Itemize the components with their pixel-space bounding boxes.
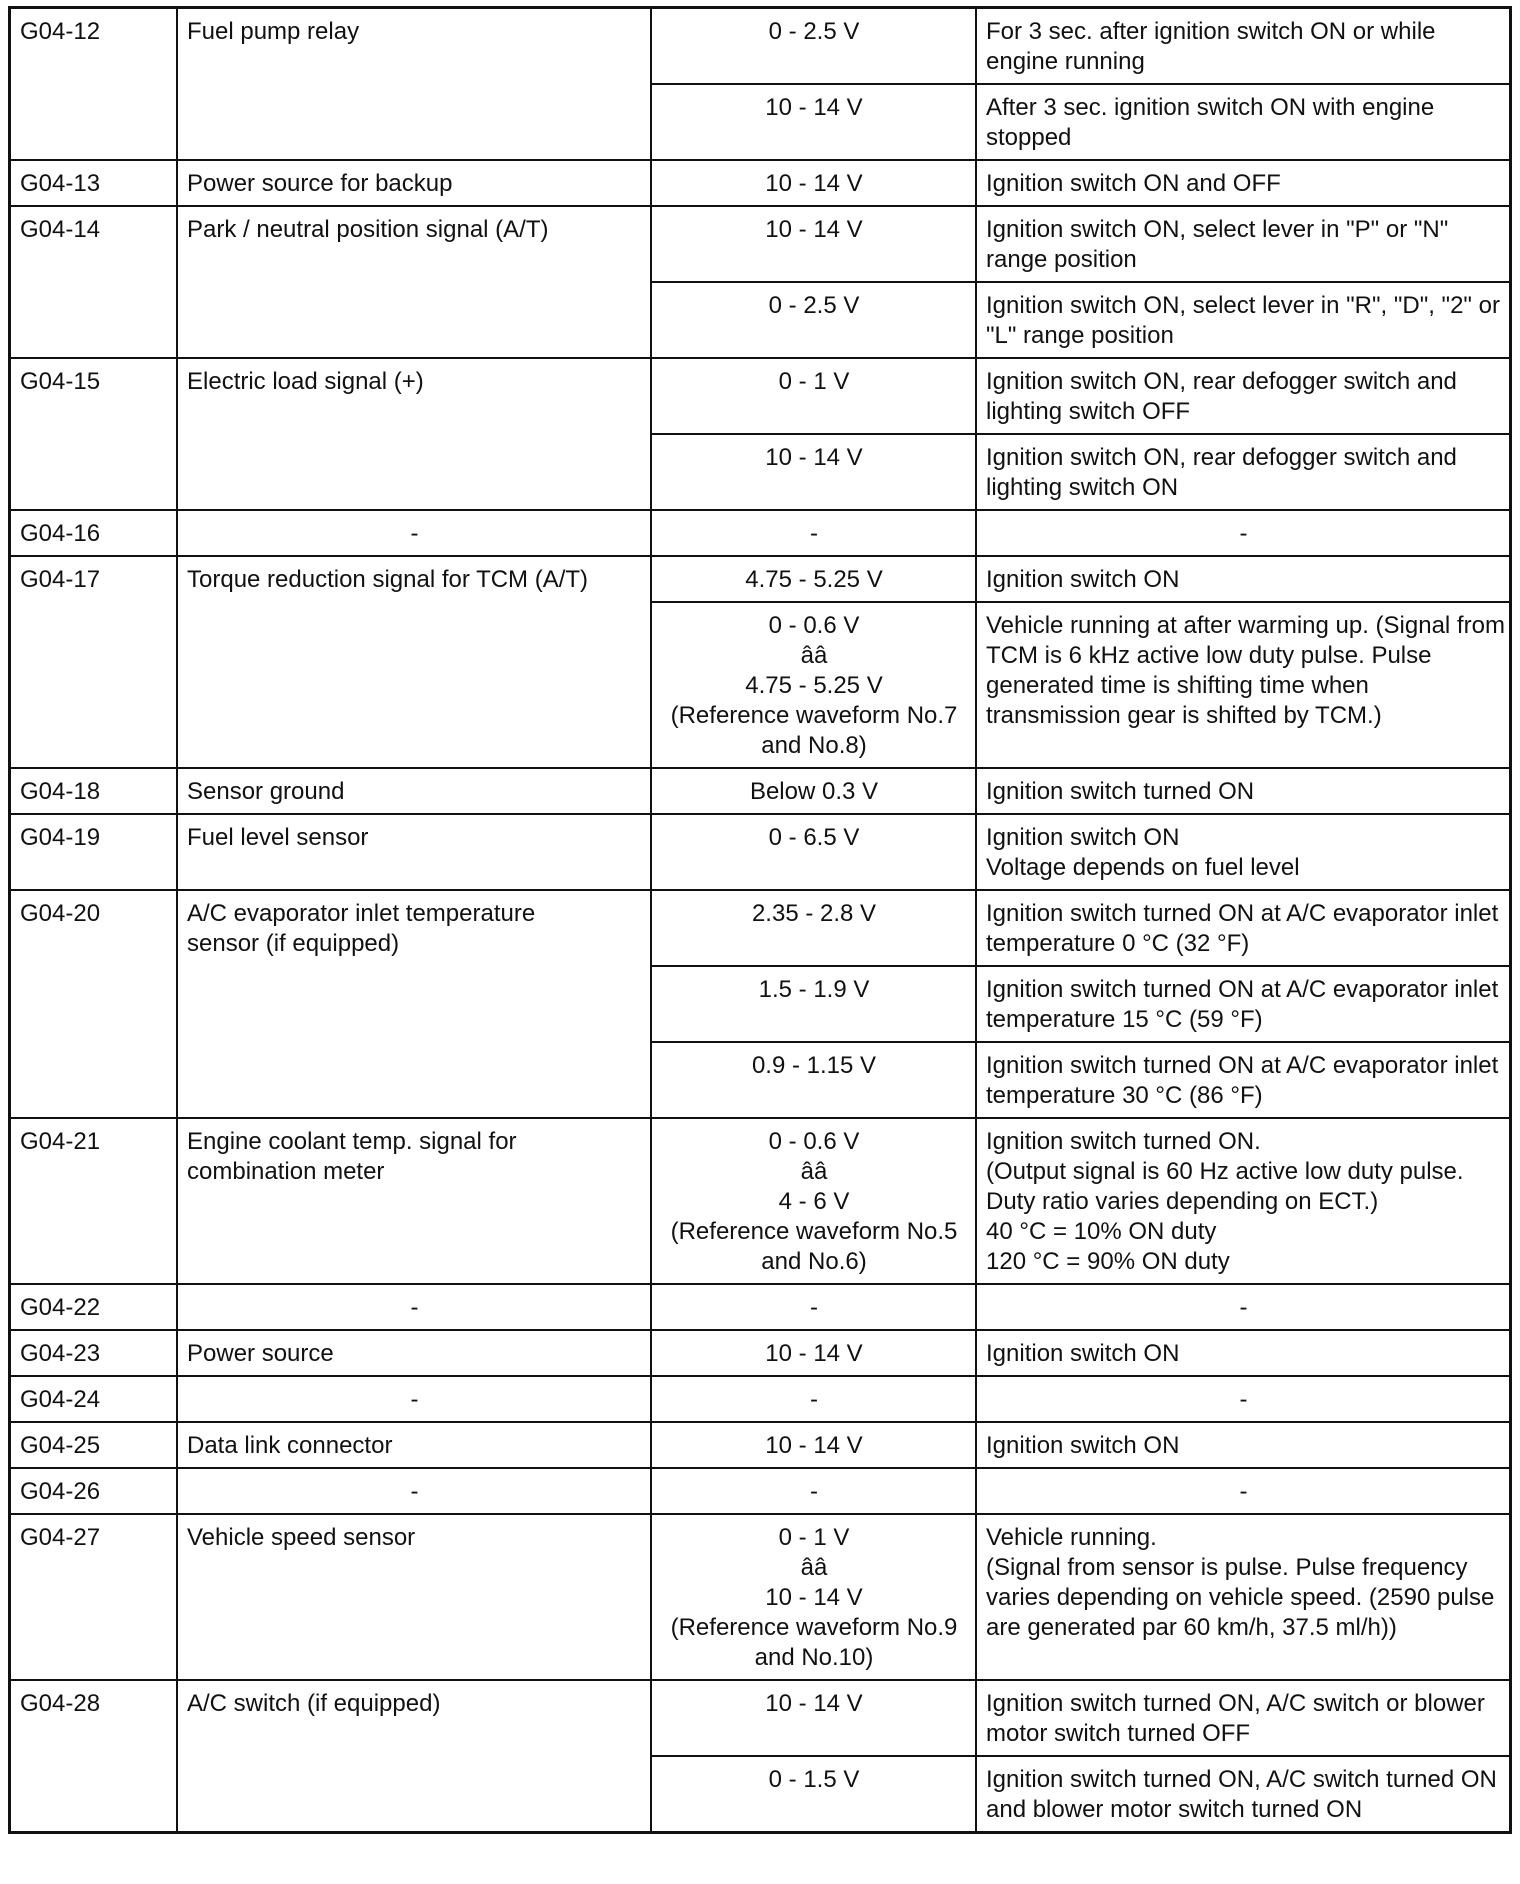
circuit-cell: - — [177, 1284, 651, 1330]
voltage-line: 0 - 1.5 V — [768, 1766, 860, 1793]
voltage-cell — [651, 1330, 976, 1376]
condition-cell — [976, 602, 1511, 768]
condition-line: After 3 sec. ignition switch ON with engine — [986, 94, 1435, 121]
voltage-line: and No.6) — [761, 1248, 867, 1275]
table-row — [10, 1376, 1511, 1422]
terminal-cell: G04-23 — [10, 1330, 178, 1376]
voltage-line: 4.75 - 5.25 V — [745, 566, 883, 593]
voltage-line: 0 - 1 V — [778, 368, 850, 395]
voltage-line: 4.75 - 5.25 V — [745, 672, 883, 699]
condition-cell — [976, 434, 1511, 510]
voltage-line: (Reference waveform No.7 — [670, 702, 958, 729]
condition-cell — [976, 8, 1511, 85]
condition-line: Ignition switch turned ON at A/C evaporator inlet — [986, 976, 1499, 1003]
voltage-line: (Reference waveform No.9 — [670, 1614, 958, 1641]
table-row — [10, 768, 1511, 814]
voltage-line: 10 - 14 V — [765, 1690, 863, 1717]
condition-line: lighting switch ON — [986, 474, 1179, 501]
condition-line: Ignition switch ON — [986, 1432, 1180, 1459]
condition-cell — [976, 206, 1511, 282]
condition-cell — [976, 1680, 1511, 1756]
voltage-cell — [651, 510, 976, 556]
condition-line: Ignition switch turned ON, A/C switch or blower — [986, 1690, 1485, 1717]
voltage-line: - — [810, 1478, 818, 1505]
voltage-line: - — [810, 1386, 818, 1413]
condition-cell — [976, 160, 1511, 206]
circuit-cell: - — [177, 510, 651, 556]
voltage-cell — [651, 1422, 976, 1468]
condition-line: Voltage depends on fuel level — [986, 854, 1300, 881]
circuit-cell: Electric load signal (+) — [177, 358, 651, 510]
condition-line: "L" range position — [986, 322, 1174, 349]
condition-cell — [976, 768, 1511, 814]
voltage-cell — [651, 966, 976, 1042]
condition-line: generated time is shifting time when — [986, 672, 1369, 699]
condition-line: varies depending on vehicle speed. (2590 pulse — [986, 1584, 1495, 1611]
condition-cell — [976, 1422, 1511, 1468]
condition-cell — [976, 1468, 1511, 1514]
terminal-cell: G04-13 — [10, 160, 178, 206]
voltage-cell — [651, 206, 976, 282]
voltage-cell — [651, 1514, 976, 1680]
condition-line: Vehicle running at after warming up. (Signal from — [986, 612, 1505, 639]
condition-line: Ignition switch ON, rear defogger switch and — [986, 444, 1457, 471]
voltage-line: and No.10) — [754, 1644, 874, 1671]
condition-cell — [976, 510, 1511, 556]
table-row — [10, 556, 1511, 602]
voltage-cell — [651, 1284, 976, 1330]
table-row — [10, 1468, 1511, 1514]
circuit-cell: A/C switch (if equipped) — [177, 1680, 651, 1833]
condition-cell — [976, 282, 1511, 358]
voltage-cell — [651, 1680, 976, 1756]
condition-cell — [976, 1514, 1511, 1680]
condition-line: - — [1239, 1294, 1248, 1321]
condition-line: engine running — [986, 48, 1145, 75]
condition-line: - — [1239, 520, 1248, 547]
voltage-cell — [651, 8, 976, 85]
terminal-cell: G04-21 — [10, 1118, 178, 1284]
condition-line: Ignition switch ON and OFF — [986, 170, 1281, 197]
voltage-line: 10 - 14 V — [765, 216, 863, 243]
condition-line: 120 °C = 90% ON duty — [986, 1248, 1230, 1275]
table-row — [10, 1284, 1511, 1330]
condition-line: lighting switch OFF — [986, 398, 1191, 425]
condition-line: Ignition switch turned ON at A/C evaporator inlet — [986, 1052, 1499, 1079]
voltage-line: 10 - 14 V — [765, 1584, 863, 1611]
condition-line: Ignition switch ON, rear defogger switch and — [986, 368, 1457, 395]
voltage-cell — [651, 814, 976, 890]
voltage-line: 0 - 0.6 V — [768, 612, 860, 639]
condition-cell — [976, 1118, 1511, 1284]
condition-line: Ignition switch ON — [986, 824, 1180, 851]
condition-line: For 3 sec. after ignition switch ON or while — [986, 18, 1436, 45]
voltage-line: ââ — [800, 642, 828, 669]
table-row — [10, 358, 1511, 434]
voltage-line: Below 0.3 V — [749, 778, 879, 805]
condition-line: Ignition switch turned ON — [986, 778, 1255, 805]
table-row — [10, 160, 1511, 206]
voltage-cell — [651, 160, 976, 206]
condition-line: Ignition switch ON, select lever in "P" or "N" — [986, 216, 1449, 243]
table-body — [10, 8, 1511, 1833]
condition-line: (Output signal is 60 Hz active low duty pulse. — [986, 1158, 1464, 1185]
voltage-line: - — [810, 520, 818, 547]
voltage-cell — [651, 434, 976, 510]
condition-cell — [976, 1042, 1511, 1118]
condition-line: - — [1239, 1478, 1248, 1505]
condition-cell — [976, 1330, 1511, 1376]
circuit-cell: Park / neutral position signal (A/T) — [177, 206, 651, 358]
voltage-line: (Reference waveform No.5 — [670, 1218, 958, 1245]
voltage-line: and No.8) — [761, 732, 867, 759]
voltage-line: 0 - 1 V — [778, 1524, 850, 1551]
table-row — [10, 1118, 1511, 1284]
voltage-line: 4 - 6 V — [778, 1188, 850, 1215]
table-row — [10, 1422, 1511, 1468]
condition-line: - — [1239, 1386, 1248, 1413]
voltage-cell — [651, 84, 976, 160]
table-row — [10, 1514, 1511, 1680]
voltage-cell — [651, 1376, 976, 1422]
condition-cell — [976, 84, 1511, 160]
circuit-cell: - — [177, 1468, 651, 1514]
voltage-line: ââ — [800, 1158, 828, 1185]
table-row — [10, 8, 1511, 85]
circuit-cell: Vehicle speed sensor — [177, 1514, 651, 1680]
terminal-cell: G04-28 — [10, 1680, 178, 1833]
terminal-voltage-table — [8, 6, 1512, 1834]
condition-line: and blower motor switch turned ON — [986, 1796, 1363, 1823]
terminal-cell: G04-27 — [10, 1514, 178, 1680]
circuit-cell: Torque reduction signal for TCM (A/T) — [177, 556, 651, 768]
condition-cell — [976, 1284, 1511, 1330]
voltage-line: 10 - 14 V — [765, 1432, 863, 1459]
voltage-line: 0 - 0.6 V — [768, 1128, 860, 1155]
table-row — [10, 1330, 1511, 1376]
condition-line: temperature 30 °C (86 °F) — [986, 1082, 1263, 1109]
terminal-cell: G04-20 — [10, 890, 178, 1118]
condition-line: (Signal from sensor is pulse. Pulse frequency — [986, 1554, 1468, 1581]
voltage-line: 10 - 14 V — [765, 170, 863, 197]
table-row — [10, 1680, 1511, 1756]
terminal-cell: G04-15 — [10, 358, 178, 510]
condition-line: are generated par 60 km/h, 37.5 ml/h)) — [986, 1614, 1397, 1641]
condition-cell — [976, 814, 1511, 890]
condition-line: TCM is 6 kHz active low duty pulse. Pulse — [986, 642, 1432, 669]
circuit-cell: Fuel pump relay — [177, 8, 651, 161]
voltage-line: 0 - 6.5 V — [768, 824, 860, 851]
terminal-cell: G04-22 — [10, 1284, 178, 1330]
terminal-cell: G04-14 — [10, 206, 178, 358]
voltage-line: 0 - 2.5 V — [768, 18, 860, 45]
condition-line: Duty ratio varies depending on ECT.) — [986, 1188, 1379, 1215]
table-row — [10, 510, 1511, 556]
voltage-cell — [651, 556, 976, 602]
voltage-cell — [651, 1042, 976, 1118]
condition-cell — [976, 358, 1511, 434]
circuit-cell: A/C evaporator inlet temperature sensor (if equipped) — [177, 890, 651, 1118]
voltage-cell — [651, 1468, 976, 1514]
terminal-cell: G04-12 — [10, 8, 178, 161]
terminal-cell: G04-17 — [10, 556, 178, 768]
voltage-line: - — [810, 1294, 818, 1321]
voltage-cell — [651, 602, 976, 768]
table-row — [10, 814, 1511, 890]
circuit-cell: Fuel level sensor — [177, 814, 651, 890]
condition-line: transmission gear is shifted by TCM.) — [986, 702, 1382, 729]
voltage-line: 2.35 - 2.8 V — [751, 900, 877, 927]
voltage-cell — [651, 768, 976, 814]
circuit-cell: Power source — [177, 1330, 651, 1376]
voltage-line: 1.5 - 1.9 V — [758, 976, 870, 1003]
condition-line: Vehicle running. — [986, 1524, 1157, 1551]
table-row — [10, 890, 1511, 966]
terminal-cell: G04-26 — [10, 1468, 178, 1514]
circuit-cell: Sensor ground — [177, 768, 651, 814]
condition-line: motor switch turned OFF — [986, 1720, 1251, 1747]
voltage-line: ââ — [800, 1554, 828, 1581]
terminal-cell: G04-16 — [10, 510, 178, 556]
voltage-cell — [651, 358, 976, 434]
condition-line: temperature 0 °C (32 °F) — [986, 930, 1250, 957]
terminal-cell: G04-25 — [10, 1422, 178, 1468]
voltage-line: 10 - 14 V — [765, 94, 863, 121]
circuit-cell: Data link connector — [177, 1422, 651, 1468]
condition-line: temperature 15 °C (59 °F) — [986, 1006, 1263, 1033]
condition-cell — [976, 1756, 1511, 1833]
condition-line: Ignition switch ON, select lever in "R", "D", "2" or — [986, 292, 1500, 319]
voltage-cell — [651, 890, 976, 966]
terminal-cell: G04-19 — [10, 814, 178, 890]
circuit-cell: Engine coolant temp. signal for combination meter — [177, 1118, 651, 1284]
condition-line: Ignition switch turned ON, A/C switch turned ON — [986, 1766, 1497, 1793]
voltage-line: 10 - 14 V — [765, 1340, 863, 1367]
table-row — [10, 206, 1511, 282]
condition-line: Ignition switch ON — [986, 566, 1180, 593]
condition-cell — [976, 890, 1511, 966]
terminal-cell: G04-24 — [10, 1376, 178, 1422]
circuit-cell: Power source for backup — [177, 160, 651, 206]
voltage-line: 10 - 14 V — [765, 444, 863, 471]
condition-line: 40 °C = 10% ON duty — [986, 1218, 1217, 1245]
voltage-cell — [651, 1756, 976, 1833]
condition-line: range position — [986, 246, 1137, 273]
condition-cell — [976, 1376, 1511, 1422]
voltage-line: 0 - 2.5 V — [768, 292, 860, 319]
condition-line: Ignition switch turned ON. — [986, 1128, 1261, 1155]
condition-cell — [976, 556, 1511, 602]
circuit-cell: - — [177, 1376, 651, 1422]
condition-cell — [976, 966, 1511, 1042]
voltage-line: 0.9 - 1.15 V — [751, 1052, 877, 1079]
condition-line: Ignition switch ON — [986, 1340, 1180, 1367]
voltage-cell — [651, 1118, 976, 1284]
terminal-spec-sheet — [8, 6, 1512, 1834]
terminal-cell: G04-18 — [10, 768, 178, 814]
condition-line: stopped — [986, 124, 1072, 151]
voltage-cell — [651, 282, 976, 358]
condition-line: Ignition switch turned ON at A/C evaporator inlet — [986, 900, 1499, 927]
